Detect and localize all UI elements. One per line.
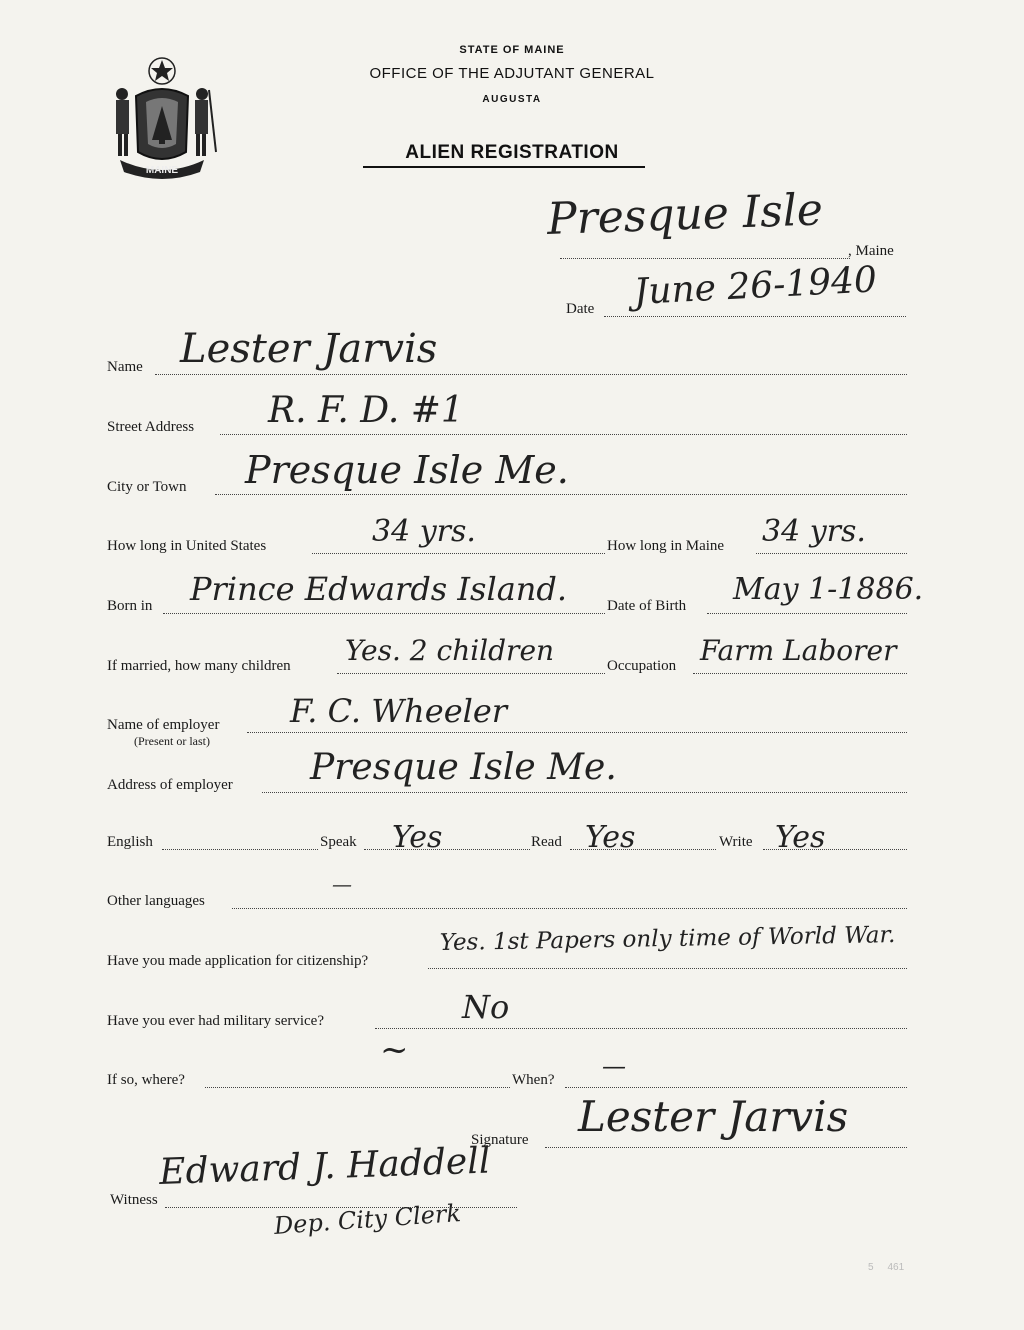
born-in-value[interactable]: Prince Edwards Island. [190,570,568,608]
military-label: Have you ever had military service? [107,1013,324,1029]
witness-label: Witness [110,1192,158,1208]
date-label: Date [566,301,595,317]
birth-date-label: Date of Birth [607,598,687,614]
city-label: City or Town [107,479,187,495]
english-label: English [107,834,153,850]
place-value[interactable]: Presque Isle [546,184,824,245]
name-label: Name [107,359,143,375]
header-state: STATE OF MAINE [459,44,565,56]
where-label: If so, where? [107,1072,185,1088]
write-label: Write [719,834,753,850]
write-value[interactable]: Yes [775,820,826,855]
signature-value[interactable]: Lester Jarvis [578,1092,849,1141]
where-line [205,1087,510,1088]
street-label: Street Address [107,419,195,435]
citizenship-line [428,968,907,969]
signature-line [545,1147,907,1148]
other-languages-label: Other languages [107,893,205,909]
street-value[interactable]: R. F. D. #1 [268,390,464,431]
witness-title: Dep. City Clerk [273,1199,462,1240]
employer-line [247,732,907,733]
when-label: When? [512,1072,555,1088]
read-value[interactable]: Yes [585,820,636,855]
us-time-value[interactable]: 34 yrs. [372,514,476,549]
when-line [565,1087,907,1088]
form-title: ALIEN REGISTRATION [405,142,619,163]
header-office: OFFICE OF THE ADJUTANT GENERAL [369,65,655,82]
speak-value[interactable]: Yes [392,820,443,855]
employer-label: Name of employer [107,717,220,733]
employer-sublabel: (Present or last) [134,734,210,748]
citizenship-label: Have you made application for citizenship? [107,953,369,969]
us-time-label: How long in United States [107,538,267,554]
name-value[interactable]: Lester Jarvis [180,326,438,372]
speak-line [364,849,530,850]
name-line [155,374,907,375]
citizenship-value[interactable]: Yes. 1st Papers only time of World War. [439,922,896,956]
employer-value[interactable]: F. C. Wheeler [290,692,508,730]
occupation-label: Occupation [607,658,677,674]
birth-date-line [707,613,907,614]
maine-time-line [756,553,907,554]
when-value[interactable]: — [602,1052,626,1080]
employer-address-line [262,792,907,793]
date-line [604,316,906,317]
city-line [215,494,907,495]
speak-label: Speak [320,834,357,850]
married-line [337,673,605,674]
header-city: AUGUSTA [482,94,542,105]
seal-banner-text: MAINE [145,165,179,176]
signature-label: Signature [471,1132,529,1148]
occupation-value[interactable]: Farm Laborer [700,634,897,667]
military-line [375,1028,907,1029]
other-languages-value[interactable]: — [332,872,352,896]
place-label: , Maine [848,243,894,259]
other-languages-line [232,908,907,909]
employer-address-label: Address of employer [107,777,233,793]
street-line [220,434,907,435]
city-value[interactable]: Presque Isle Me. [245,448,569,492]
place-line [560,258,850,259]
where-value[interactable]: ~ [380,1030,409,1070]
faint-stamp-mark: 5 461 [868,1262,905,1273]
read-label: Read [531,834,562,850]
us-time-line [312,553,605,554]
maine-time-value[interactable]: 34 yrs. [762,514,866,549]
married-label: If married, how many children [107,658,291,674]
english-line [162,849,318,850]
employer-address-value[interactable]: Presque Isle Me. [310,747,617,788]
born-in-line [163,613,605,614]
date-value[interactable]: June 26-1940 [632,259,878,313]
maine-time-label: How long in Maine [607,538,725,554]
married-value[interactable]: Yes. 2 children [345,634,555,667]
witness-value[interactable]: Edward J. Haddell [158,1140,491,1193]
military-value[interactable]: No [462,988,510,1026]
title-underline [363,166,645,168]
born-in-label: Born in [107,598,153,614]
occupation-line [693,673,907,674]
birth-date-value[interactable]: May 1-1886. [733,572,924,607]
